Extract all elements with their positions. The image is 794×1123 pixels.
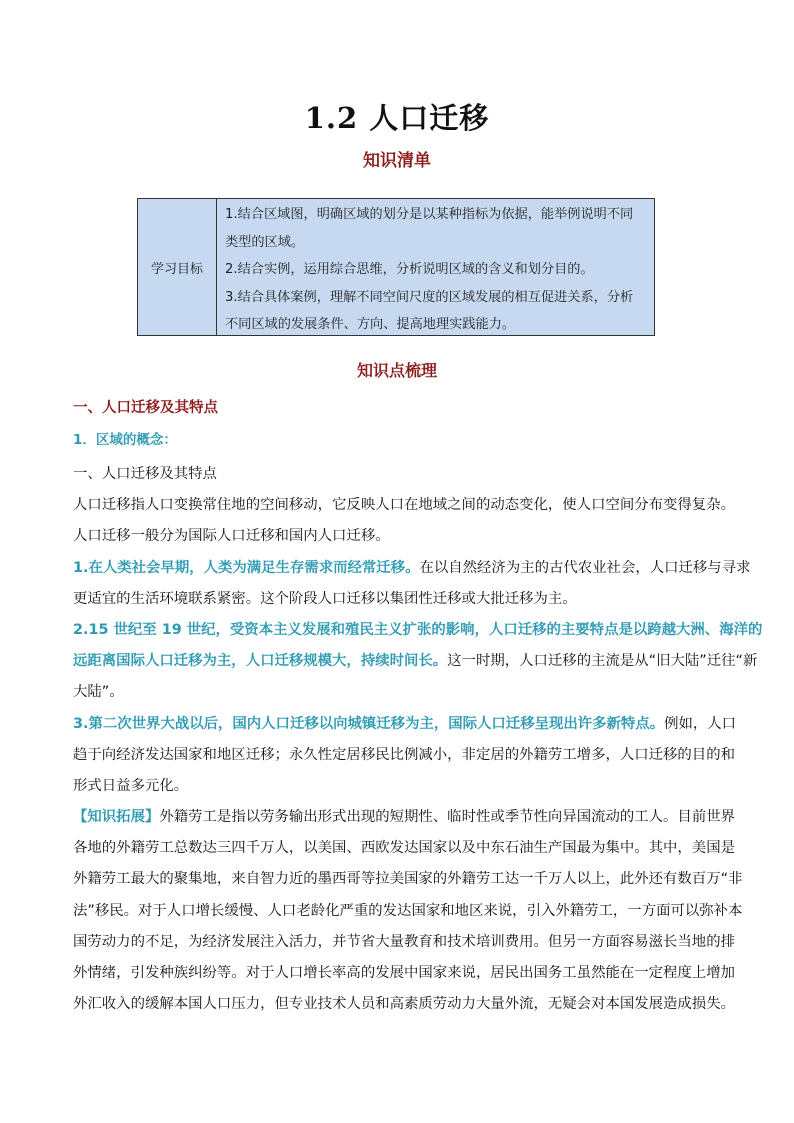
- text-line: 大陆”。: [73, 684, 124, 701]
- text-line: 国劳动力的不足，为经济发展注入活力，并节省大量教育和技术培训费用。但另一方面容易滋长当地的排: [73, 933, 735, 950]
- plain-text: 例如，人口: [664, 715, 737, 732]
- plain-text: 在以自然经济为主的古代农业社会，人口迁移与寻求: [419, 559, 751, 576]
- text-line: 各地的外籍劳工总数达三四千万人，以美国、西欧发达国家以及中东石油生产国最为集中。其中，美国是: [73, 840, 735, 857]
- goal-line: 1.结合区域图，明确区域的划分是以某种指标为依据，能举例说明不同: [225, 207, 634, 222]
- text-line: 更适宜的生活环境联系紧密。这个阶段人口迁移以集团性迁移或大批迁移为主。: [73, 590, 577, 607]
- highlight-text: 远距离国际人口迁移为主，人口迁移规模大，持续时间长。: [73, 653, 448, 670]
- goal-line: 3.结合具体案例，理解不同空间尺度的区域发展的相互促进关系，分析: [225, 289, 634, 305]
- goal-line: 不同区域的发展条件、方向、提高地理实践能力。: [225, 317, 516, 332]
- text-line: 人口迁移一般分为国际人口迁移和国内人口迁移。: [73, 528, 390, 545]
- learning-goals-label: 学习目标: [138, 199, 217, 335]
- highlight-text: 1.在人类社会早期，人类为满足生存需求而经常迁移。: [73, 559, 420, 576]
- paragraph-1-line-1: [73, 553, 751, 584]
- text-line: 外汇收入的缓解本国人口压力，但专业技术人员和高素质劳动力大量外流，无疑会对本国发展造成损失。: [73, 996, 735, 1013]
- plain-text: 这一时期，人口迁移的主流是从“旧大陆”迁往“新: [447, 653, 758, 670]
- text-line: 趋于向经济发达国家和地区迁移；永久性定居移民比例减小，非定居的外籍劳工增多，人口迁移的目的和: [73, 746, 735, 763]
- learning-goals-table: [137, 198, 655, 336]
- section-title: 知识点梳理: [356, 361, 437, 380]
- text-line: 外籍劳工最大的聚集地，来自智力近的墨西哥等拉美国家的外籍劳工达一千万人以上，此外还有数百万“非: [73, 871, 743, 888]
- text-line: 人口迁移指人口变换常住地的空间移动，它反映人口在地域之间的动态变化，使人口空间分布变得复杂。: [73, 497, 735, 514]
- paragraph-2-line-2: [73, 646, 758, 677]
- page-subtitle: 知识清单: [363, 151, 431, 171]
- knowledge-extension-tag: 【知识拓展】: [73, 809, 160, 826]
- plain-text: 外籍劳工是指以劳务输出形式出现的短期性、临时性或季节性向异国流动的工人。目前世界: [159, 809, 735, 826]
- text-line: 法”移民。对于人口增长缓慢、人口老龄化严重的发达国家和地区来说，引入外籍劳工，一方面可以弥补本: [73, 902, 743, 919]
- text-line: 一、人口迁移及其特点: [73, 466, 217, 482]
- body-text: [73, 459, 763, 1020]
- learning-goals-content: [217, 199, 654, 335]
- extension-line-1: [73, 802, 735, 833]
- heading-level-2: 1．区域的概念：: [73, 432, 177, 448]
- heading-level-1: 一、人口迁移及其特点: [73, 400, 218, 416]
- text-line: 形式日益多元化。: [73, 777, 189, 794]
- goal-line: 2.结合实例，运用综合思维，分析说明区域的含义和划分目的。: [225, 262, 594, 277]
- highlight-text: 3.第二次世界大战以后，国内人口迁移以向城镇迁移为主，国际人口迁移呈现出许多新特点。: [73, 715, 665, 732]
- page-title: 1.2 人口迁移: [304, 101, 490, 135]
- text-line: 外情绪，引发种族纠纷等。对于人口增长率高的发展中国家来说，居民出国务工虽然能在一定程度上增加: [73, 965, 735, 981]
- goal-line: 类型的区域。: [225, 234, 305, 250]
- paragraph-3-line-1: [73, 709, 737, 740]
- text-line: 2.15 世纪至 19 世纪，受资本主义发展和殖民主义扩张的影响，人口迁移的主要特点是以跨越大洲、海洋的: [73, 621, 763, 638]
